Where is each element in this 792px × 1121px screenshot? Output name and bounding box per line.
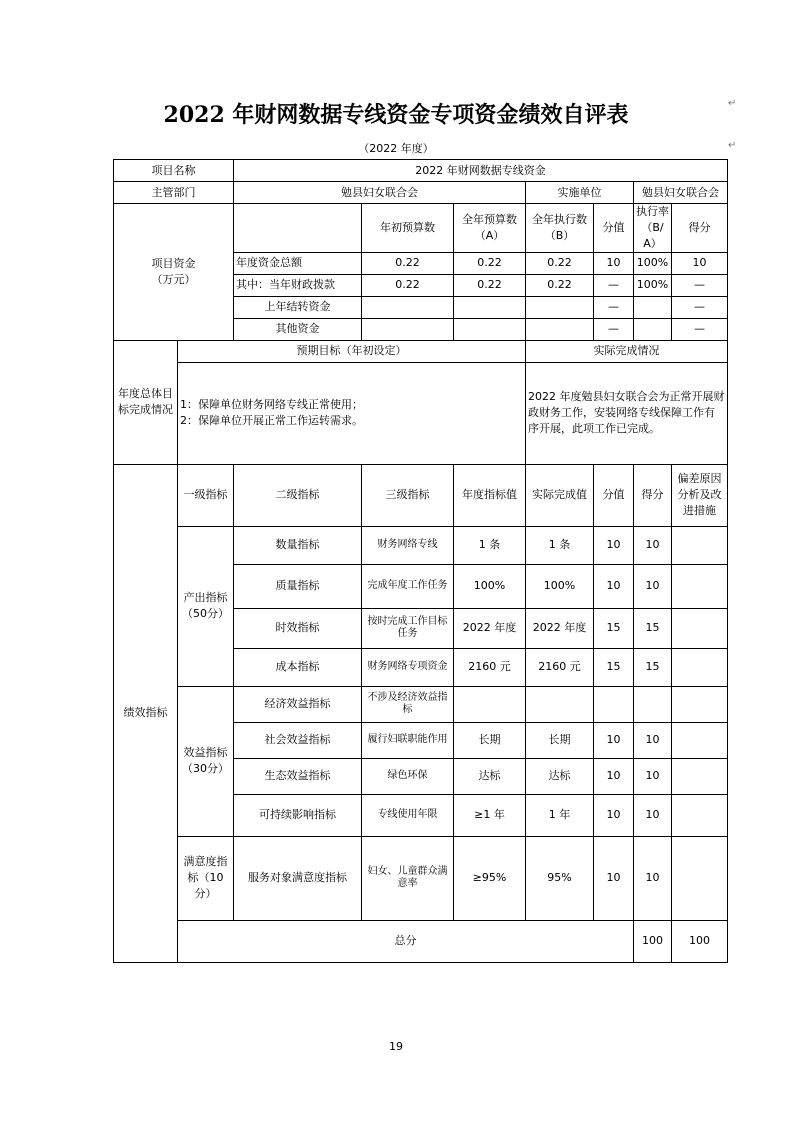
funds-annual: 0.22: [454, 274, 526, 296]
page-number: 19: [389, 1040, 403, 1053]
weight-cell: 10: [594, 794, 634, 836]
funds-exec: [526, 318, 594, 340]
project-name: 2022 年财网数据专线资金: [234, 160, 728, 182]
score-cell: 10: [634, 794, 672, 836]
funds-exec: 0.22: [526, 252, 594, 274]
level2-cell: 生态效益指标: [234, 758, 362, 794]
implementing-unit-label: 实施单位: [526, 182, 634, 204]
actual-cell: 95%: [526, 836, 594, 920]
actual-cell: [526, 686, 594, 722]
annual-budget-header: 全年预算数（A）: [454, 204, 526, 253]
deviation-cell: [672, 758, 728, 794]
weight-cell: 10: [594, 564, 634, 608]
initial-budget-header: 年初预算数: [362, 204, 454, 253]
indicator-weight-header: 分值: [594, 464, 634, 526]
level1-header: 一级指标: [178, 464, 234, 526]
score-cell: 10: [634, 526, 672, 564]
goals-label: 年度总体目标完成情况: [114, 340, 178, 464]
indicators-label: 绩效指标: [114, 464, 178, 962]
total-score: 100: [672, 920, 728, 962]
indicator-group-benefit: 效益指标（30分）: [178, 686, 234, 836]
implementing-unit-value: 勉县妇女联合会: [634, 182, 728, 204]
level3-cell: 完成年度工作任务: [362, 564, 454, 608]
indicator-score-header: 得分: [634, 464, 672, 526]
department-label: 主管部门: [114, 182, 234, 204]
annual-exec-header: 全年执行数（B）: [526, 204, 594, 253]
score-cell: 10: [634, 758, 672, 794]
deviation-cell: [672, 722, 728, 758]
weight-cell: 15: [594, 648, 634, 686]
department-value: 勉县妇女联合会: [234, 182, 526, 204]
weight-header: 分值: [594, 204, 634, 253]
level2-cell: 质量指标: [234, 564, 362, 608]
funds-score: —: [672, 296, 728, 318]
target-cell: 2160 元: [454, 648, 526, 686]
funds-score: 10: [672, 252, 728, 274]
funds-annual: 0.22: [454, 252, 526, 274]
funds-label-line: 项目资金: [151, 256, 196, 270]
level3-header: 三级指标: [362, 464, 454, 526]
level2-cell: 社会效益指标: [234, 722, 362, 758]
score-cell: 15: [634, 648, 672, 686]
funds-score: —: [672, 318, 728, 340]
page-title: 2022 年财网数据专线资金专项资金绩效自评表: [163, 102, 629, 128]
funds-unit-line: （万元）: [151, 272, 196, 286]
target-cell: 长期: [454, 722, 526, 758]
funds-row-label: 年度资金总额: [234, 252, 362, 274]
actual-cell: 1 条: [526, 526, 594, 564]
expected-goal-item: 2：保障单位开展正常工作运转需求。: [180, 414, 363, 428]
funds-row-label: 其他资金: [234, 318, 362, 340]
weight-cell: 10: [594, 526, 634, 564]
actual-cell: 达标: [526, 758, 594, 794]
actual-cell: 2160 元: [526, 648, 594, 686]
deviation-cell: [672, 564, 728, 608]
weight-cell: 15: [594, 608, 634, 648]
paragraph-mark: ↵: [728, 140, 737, 151]
funds-weight: —: [594, 318, 634, 340]
actual-cell: 100%: [526, 564, 594, 608]
actual-status-header: 实际完成情况: [526, 340, 728, 362]
funds-initial: [362, 318, 454, 340]
actual-status: 2022 年度勉县妇女联合会为正常开展财政财务工作，安装网络专线保障工作有序开展，此项工作已完成。: [526, 362, 728, 464]
evaluation-table: [113, 159, 728, 963]
level2-cell: 经济效益指标: [234, 686, 362, 722]
level2-cell: 可持续影响指标: [234, 794, 362, 836]
deviation-header: 偏差原因分析及改进措施: [672, 464, 728, 526]
funds-rate: 100%: [634, 252, 672, 274]
actual-header: 实际完成值: [526, 464, 594, 526]
deviation-cell: [672, 686, 728, 722]
level3-cell: 专线使用年限: [362, 794, 454, 836]
weight-cell: 10: [594, 836, 634, 920]
level2-cell: 成本指标: [234, 648, 362, 686]
funds-score: —: [672, 274, 728, 296]
target-cell: ≥1 年: [454, 794, 526, 836]
funds-label: [114, 204, 234, 341]
level2-cell: 时效指标: [234, 608, 362, 648]
expected-goals-header: 预期目标（年初设定）: [178, 340, 526, 362]
funds-initial: 0.22: [362, 252, 454, 274]
deviation-cell: [672, 608, 728, 648]
expected-goals: [178, 362, 526, 464]
funds-rate: 100%: [634, 274, 672, 296]
funds-rate: [634, 318, 672, 340]
target-cell: 达标: [454, 758, 526, 794]
funds-weight: —: [594, 296, 634, 318]
level3-cell: 财务网络专线: [362, 526, 454, 564]
expected-goal-item: 1：保障单位财务网络专线正常使用；: [180, 398, 363, 412]
funds-weight: —: [594, 274, 634, 296]
level3-cell: 财务网络专项资金: [362, 648, 454, 686]
funds-exec: [526, 296, 594, 318]
score-cell: 15: [634, 608, 672, 648]
project-name-label: 项目名称: [114, 160, 234, 182]
funds-blank-header: [234, 204, 362, 253]
weight-cell: [594, 686, 634, 722]
funds-exec: 0.22: [526, 274, 594, 296]
target-cell: ≥95%: [454, 836, 526, 920]
score-cell: 10: [634, 564, 672, 608]
level3-cell: 履行妇联职能作用: [362, 722, 454, 758]
funds-rate: [634, 296, 672, 318]
level3-cell: 不涉及经济效益指标: [362, 686, 454, 722]
indicator-group-output: 产出指标（50分）: [178, 526, 234, 686]
deviation-cell: [672, 836, 728, 920]
level2-header: 二级指标: [234, 464, 362, 526]
target-header: 年度指标值: [454, 464, 526, 526]
target-cell: 1 条: [454, 526, 526, 564]
paragraph-mark: ↵: [728, 98, 737, 109]
total-weight: 100: [634, 920, 672, 962]
funds-annual: [454, 318, 526, 340]
score-header: 得分: [672, 204, 728, 253]
report-year: （2022 年度）: [358, 142, 434, 155]
funds-initial: 0.22: [362, 274, 454, 296]
actual-cell: 2022 年度: [526, 608, 594, 648]
deviation-cell: [672, 648, 728, 686]
funds-annual: [454, 296, 526, 318]
score-cell: 10: [634, 836, 672, 920]
target-cell: [454, 686, 526, 722]
target-cell: 2022 年度: [454, 608, 526, 648]
weight-cell: 10: [594, 722, 634, 758]
actual-cell: 长期: [526, 722, 594, 758]
level3-cell: 按时完成工作目标任务: [362, 608, 454, 648]
funds-weight: 10: [594, 252, 634, 274]
score-cell: [634, 686, 672, 722]
funds-initial: [362, 296, 454, 318]
level3-cell: 妇女、儿童群众满意率: [362, 836, 454, 920]
actual-cell: 1 年: [526, 794, 594, 836]
score-cell: 10: [634, 722, 672, 758]
level2-cell: 服务对象满意度指标: [234, 836, 362, 920]
weight-cell: 10: [594, 758, 634, 794]
total-label: 总分: [178, 920, 634, 962]
target-cell: 100%: [454, 564, 526, 608]
funds-row-label: 其中：当年财政拨款: [234, 274, 362, 296]
level3-cell: 绿色环保: [362, 758, 454, 794]
deviation-cell: [672, 526, 728, 564]
indicator-group-satisfaction: 满意度指标（10分）: [178, 836, 234, 920]
exec-rate-header: 执行率（B/A）: [634, 204, 672, 253]
funds-row-label: 上年结转资金: [234, 296, 362, 318]
level2-cell: 数量指标: [234, 526, 362, 564]
deviation-cell: [672, 794, 728, 836]
